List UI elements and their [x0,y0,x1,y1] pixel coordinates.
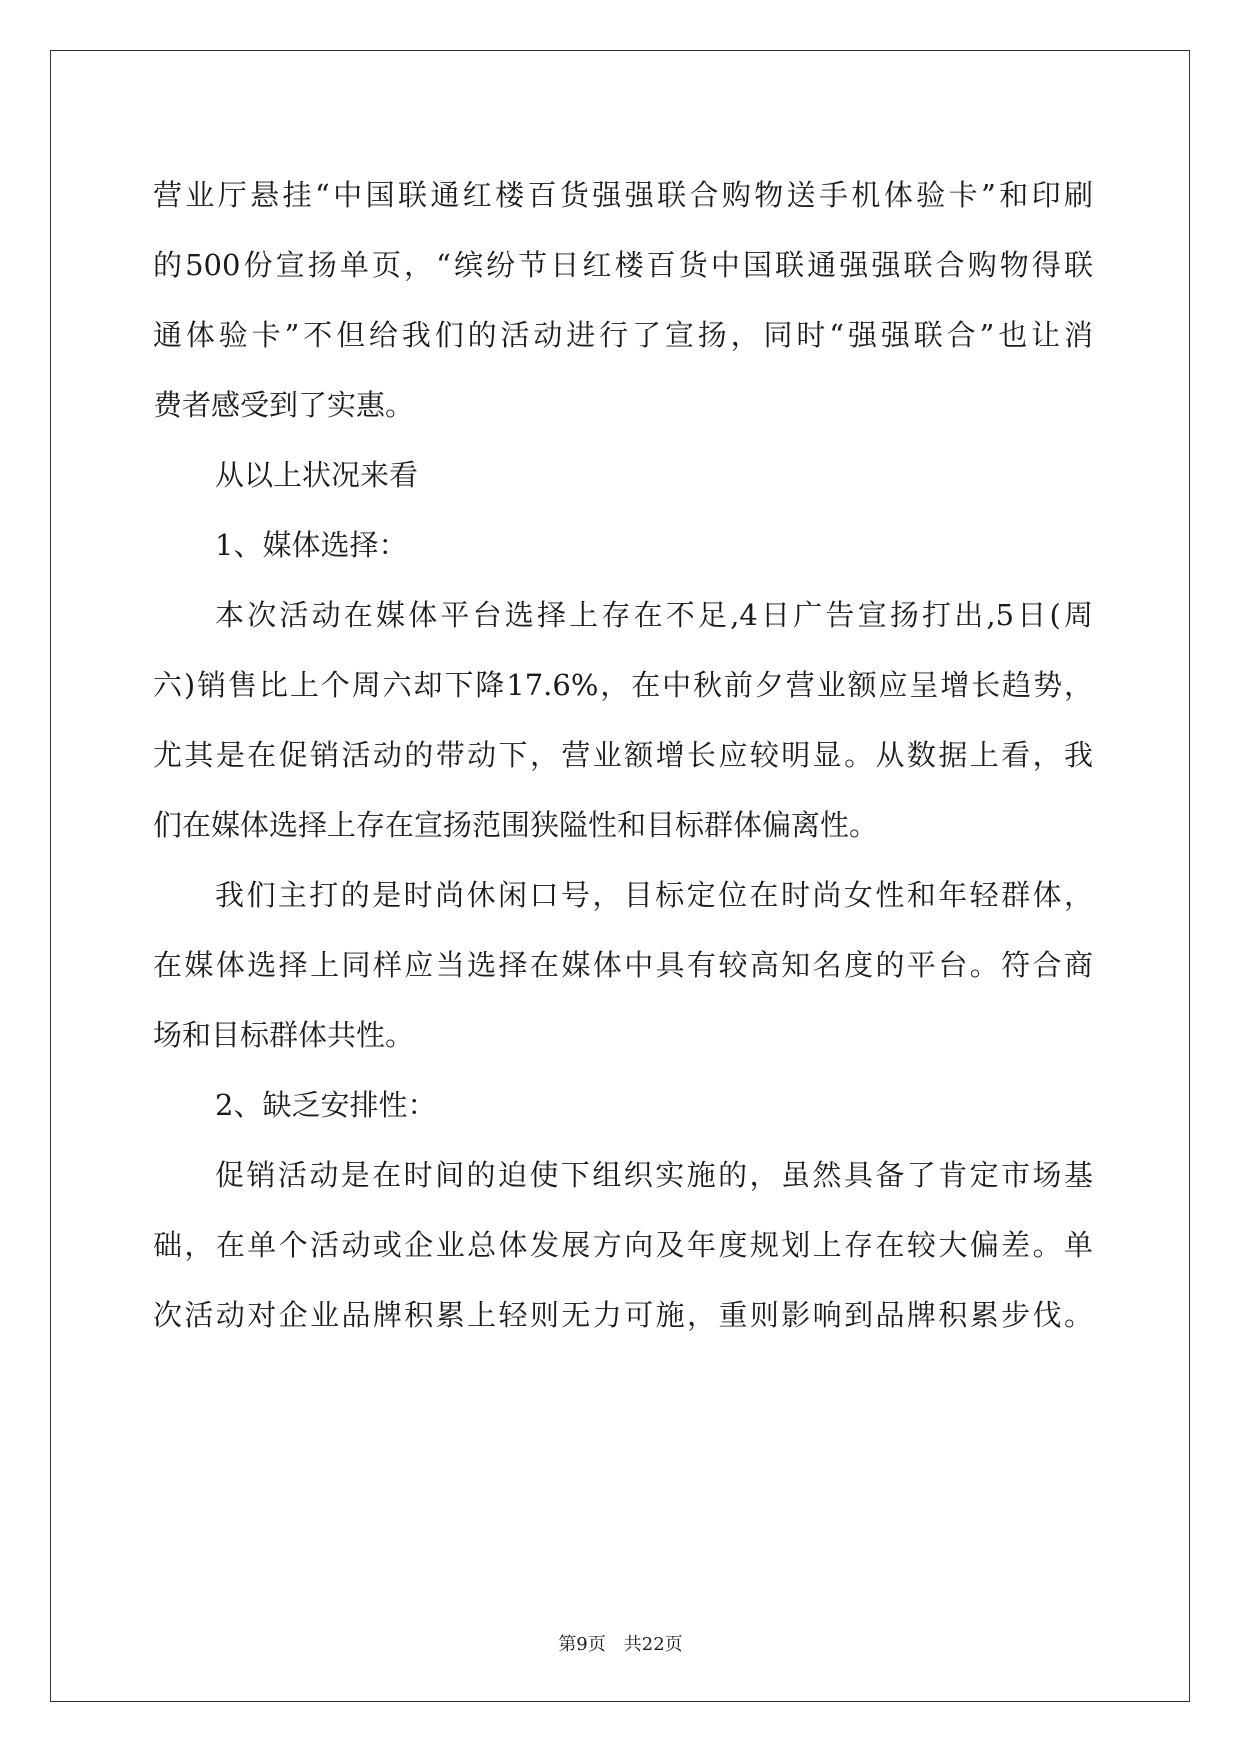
document-body [153,160,1093,1350]
paragraph-line: 促销活动是在时间的迫使下组织实施的，虽然具备了肯定市场基 [215,1158,1093,1192]
paragraph-line: 营业厅悬挂“中国联通红楼百货强强联合购物送手机体验卡”和印刷 [153,178,1093,212]
paragraph-line: 费者感受到了实惠。 [153,388,415,422]
section-heading: 1、媒体选择： [215,528,408,562]
page-total: 共22页 [623,1634,683,1655]
section-heading: 2、缺乏安排性： [215,1088,437,1122]
paragraph-line: 从以上状况来看 [215,458,419,492]
paragraph-line: 我们主打的是时尚休闲口号，目标定位在时尚女性和年轻群体， [215,878,1093,912]
page-footer [0,1630,1241,1656]
paragraph-line: 本次活动在媒体平台选择上存在不足,4日广告宣扬打出,5日(周 [215,598,1093,632]
paragraph-line: 六)销售比上个周六却下降17.6%，在中秋前夕营业额应呈增长趋势， [153,668,1093,702]
paragraph-line: 的500份宣扬单页，“缤纷节日红楼百货中国联通强强联合购物得联 [153,248,1093,282]
paragraph-line: 场和目标群体共性。 [153,1018,415,1052]
paragraph-line: 通体验卡”不但给我们的活动进行了宣扬，同时“强强联合”也让消 [153,318,1093,352]
page-number: 第9页 [558,1634,606,1655]
paragraph-line: 尤其是在促销活动的带动下，营业额增长应较明显。从数据上看，我 [153,738,1093,772]
paragraph-line: 们在媒体选择上存在宣扬范围狭隘性和目标群体偏离性。 [153,808,879,842]
paragraph-line: 在媒体选择上同样应当选择在媒体中具有较高知名度的平台。符合商 [153,948,1093,982]
paragraph-line: 次活动对企业品牌积累上轻则无力可施，重则影响到品牌积累步伐。 [153,1298,1093,1332]
paragraph-line: 础，在单个活动或企业总体发展方向及年度规划上存在较大偏差。单 [153,1228,1093,1262]
